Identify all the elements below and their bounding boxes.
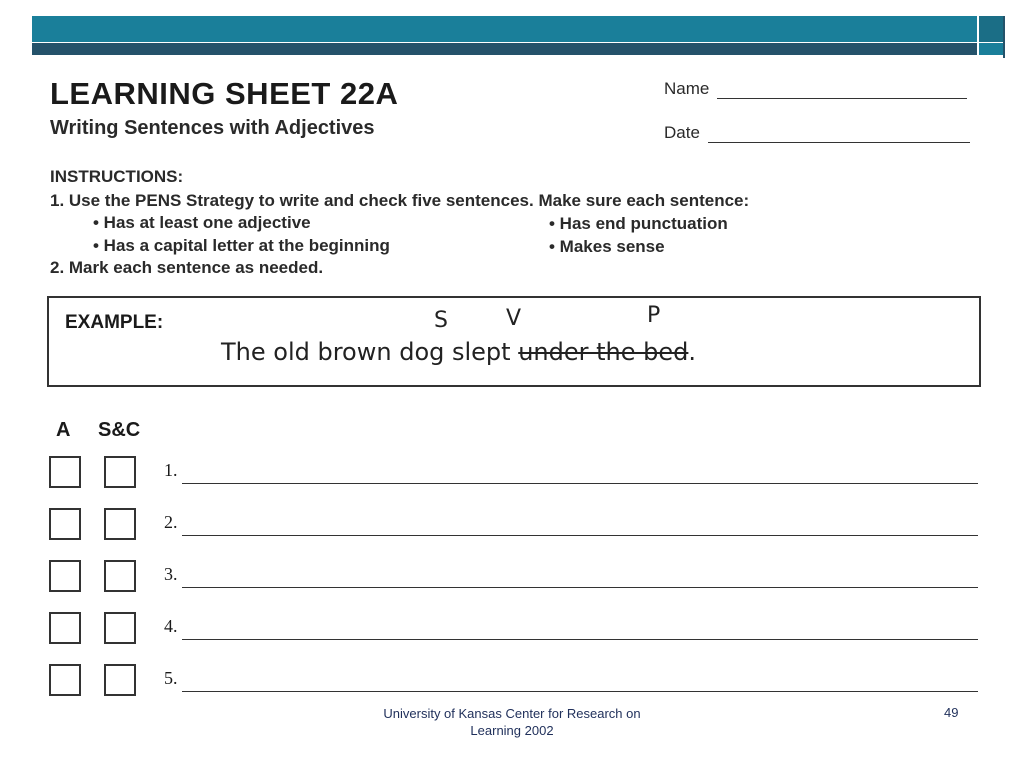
answer-line[interactable] <box>182 587 978 588</box>
bullet-adjective: • Has at least one adjective <box>93 213 311 232</box>
header-band-top <box>32 16 978 42</box>
footer-credit-line-2: Learning 2002 <box>470 723 554 738</box>
column-header-sc: S&C <box>98 419 141 441</box>
checkbox-a[interactable] <box>49 664 81 696</box>
answer-row <box>47 664 982 700</box>
page-number: 49 <box>944 705 959 720</box>
header-band-bottom <box>32 43 978 55</box>
bullet-end-punctuation: • Has end punctuation <box>549 214 728 233</box>
answer-line[interactable] <box>182 691 978 692</box>
row-number: 3. <box>164 564 178 584</box>
header-band-corner-bottom <box>979 43 1003 55</box>
checkbox-sc[interactable] <box>104 508 136 540</box>
footer-credit-line-1: University of Kansas Center for Research on <box>383 706 641 721</box>
example-box <box>47 296 981 387</box>
name-field <box>664 79 967 99</box>
header-band-divider <box>977 16 979 56</box>
date-line <box>708 142 970 143</box>
row-number: 1. <box>164 460 178 480</box>
example-sentence-struck: under the bed <box>518 338 689 366</box>
date-field <box>664 123 970 143</box>
bullet-capital-letter: • Has a capital letter at the beginning <box>93 236 390 255</box>
checkbox-a[interactable] <box>49 456 81 488</box>
example-sentence <box>221 338 696 366</box>
answer-row <box>47 508 982 544</box>
example-label: EXAMPLE: <box>65 312 164 333</box>
checkbox-sc[interactable] <box>104 664 136 696</box>
mark-subject: S <box>434 308 448 333</box>
row-number: 5. <box>164 668 178 688</box>
date-label: Date <box>664 123 700 142</box>
instruction-step-1: 1. Use the PENS Strategy to write and check five sentences. Make sure each sentence: <box>50 191 750 210</box>
example-sentence-main: The old brown dog slept <box>221 338 511 366</box>
answer-row <box>47 560 982 596</box>
example-sentence-end: . <box>688 338 697 366</box>
row-number: 2. <box>164 512 178 532</box>
checkbox-sc[interactable] <box>104 456 136 488</box>
mark-punctuation: P <box>647 303 661 328</box>
sheet-subtitle: Writing Sentences with Adjectives <box>50 117 375 139</box>
instruction-step-2: 2. Mark each sentence as needed. <box>50 258 324 277</box>
answer-row <box>47 612 982 648</box>
header-band-edge <box>1003 16 1005 58</box>
checkbox-sc[interactable] <box>104 560 136 592</box>
footer-credit <box>362 705 662 739</box>
checkbox-a[interactable] <box>49 560 81 592</box>
sheet-title: LEARNING SHEET 22A <box>50 76 399 111</box>
name-line <box>717 98 967 99</box>
header-band-corner-top <box>979 16 1003 42</box>
answer-row <box>47 456 982 492</box>
checkbox-a[interactable] <box>49 508 81 540</box>
answer-line[interactable] <box>182 639 978 640</box>
checkbox-sc[interactable] <box>104 612 136 644</box>
answer-line[interactable] <box>182 535 978 536</box>
bullet-makes-sense: • Makes sense <box>549 237 665 256</box>
mark-verb: V <box>506 306 522 331</box>
checkbox-a[interactable] <box>49 612 81 644</box>
column-header-a: A <box>56 419 71 441</box>
answer-line[interactable] <box>182 483 978 484</box>
row-number: 4. <box>164 616 178 636</box>
name-label: Name <box>664 79 710 98</box>
instructions-heading: INSTRUCTIONS: <box>50 167 184 186</box>
